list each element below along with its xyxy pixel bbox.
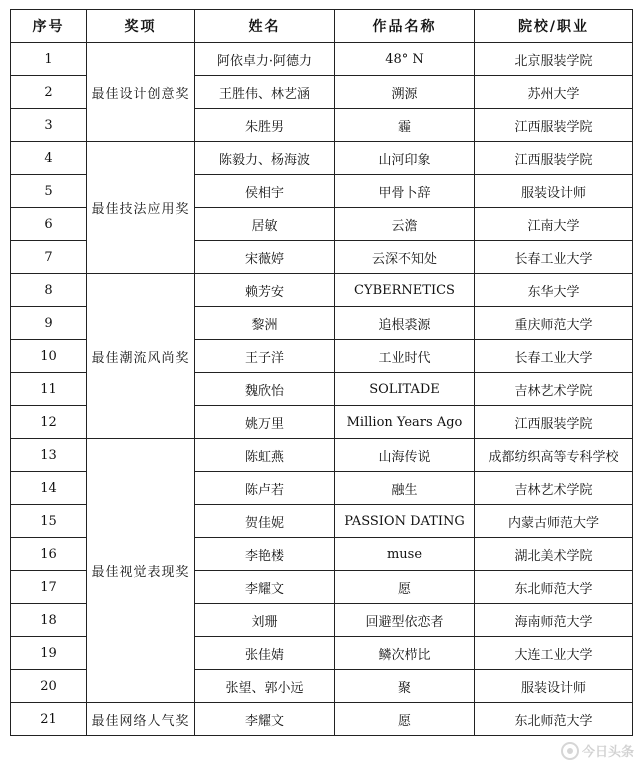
cell-number: 6	[11, 208, 87, 241]
header-name: 姓名	[195, 10, 335, 43]
cell-number: 16	[11, 538, 87, 571]
cell-name: 黎洲	[195, 307, 335, 340]
cell-school: 北京服装学院	[475, 43, 633, 76]
cell-number: 7	[11, 241, 87, 274]
cell-work: SOLITADE	[335, 373, 475, 406]
table-header	[11, 10, 633, 43]
watermark	[561, 741, 634, 760]
cell-name: 陈卢若	[195, 472, 335, 505]
cell-work: 融生	[335, 472, 475, 505]
cell-name: 陈毅力、杨海波	[195, 142, 335, 175]
cell-name: 朱胜男	[195, 109, 335, 142]
cell-work: CYBERNETICS	[335, 274, 475, 307]
cell-work: 山河印象	[335, 142, 475, 175]
cell-school: 长春工业大学	[475, 241, 633, 274]
cell-school: 江南大学	[475, 208, 633, 241]
cell-work: PASSION DATING	[335, 505, 475, 538]
cell-work: 山海传说	[335, 439, 475, 472]
cell-number: 18	[11, 604, 87, 637]
cell-school: 海南师范大学	[475, 604, 633, 637]
cell-work: 霾	[335, 109, 475, 142]
cell-name: 阿依卓力·阿德力	[195, 43, 335, 76]
cell-work: 云深不知处	[335, 241, 475, 274]
cell-name: 侯相宇	[195, 175, 335, 208]
table-row	[11, 439, 633, 472]
cell-school: 服装设计师	[475, 175, 633, 208]
cell-work: 愿	[335, 571, 475, 604]
cell-work: 溯源	[335, 76, 475, 109]
cell-name: 赖芳安	[195, 274, 335, 307]
cell-name: 姚万里	[195, 406, 335, 439]
cell-school: 大连工业大学	[475, 637, 633, 670]
cell-school: 东华大学	[475, 274, 633, 307]
cell-school: 江西服装学院	[475, 109, 633, 142]
header-work: 作品名称	[335, 10, 475, 43]
cell-number: 19	[11, 637, 87, 670]
cell-number: 13	[11, 439, 87, 472]
cell-work: 云澹	[335, 208, 475, 241]
cell-number: 17	[11, 571, 87, 604]
header-award: 奖项	[87, 10, 195, 43]
cell-school: 江西服装学院	[475, 406, 633, 439]
cell-name: 陈虹燕	[195, 439, 335, 472]
watermark-logo-icon	[561, 742, 579, 760]
header-school: 院校/职业	[475, 10, 633, 43]
cell-name: 刘珊	[195, 604, 335, 637]
cell-number: 21	[11, 703, 87, 736]
cell-work: Million Years Ago	[335, 406, 475, 439]
cell-school: 吉林艺术学院	[475, 472, 633, 505]
cell-name: 居敏	[195, 208, 335, 241]
cell-name: 魏欣怡	[195, 373, 335, 406]
cell-name: 王子洋	[195, 340, 335, 373]
cell-award: 最佳潮流风尚奖	[87, 274, 195, 439]
cell-school: 重庆师范大学	[475, 307, 633, 340]
cell-number: 4	[11, 142, 87, 175]
header-number: 序号	[11, 10, 87, 43]
table-row	[11, 703, 633, 736]
cell-number: 20	[11, 670, 87, 703]
cell-number: 11	[11, 373, 87, 406]
cell-number: 12	[11, 406, 87, 439]
cell-work: 回避型依恋者	[335, 604, 475, 637]
cell-school: 东北师范大学	[475, 571, 633, 604]
cell-number: 2	[11, 76, 87, 109]
cell-name: 贺佳妮	[195, 505, 335, 538]
cell-name: 李耀文	[195, 703, 335, 736]
watermark-text: 今日头条	[581, 745, 634, 760]
cell-work: 鳞次栉比	[335, 637, 475, 670]
cell-name: 王胜伟、林艺涵	[195, 76, 335, 109]
cell-school: 江西服装学院	[475, 142, 633, 175]
awards-table	[10, 9, 633, 736]
cell-number: 10	[11, 340, 87, 373]
table-row	[11, 274, 633, 307]
cell-work: muse	[335, 538, 475, 571]
cell-number: 9	[11, 307, 87, 340]
cell-number: 1	[11, 43, 87, 76]
cell-school: 东北师范大学	[475, 703, 633, 736]
header-row	[11, 10, 633, 43]
cell-name: 李艳楼	[195, 538, 335, 571]
cell-work: 愿	[335, 703, 475, 736]
cell-number: 15	[11, 505, 87, 538]
cell-number: 14	[11, 472, 87, 505]
cell-school: 服装设计师	[475, 670, 633, 703]
cell-award: 最佳设计创意奖	[87, 43, 195, 142]
table-body	[11, 43, 633, 736]
cell-name: 宋薇婷	[195, 241, 335, 274]
cell-number: 5	[11, 175, 87, 208]
cell-work: 追根裘源	[335, 307, 475, 340]
cell-name: 张望、郭小远	[195, 670, 335, 703]
cell-number: 8	[11, 274, 87, 307]
table-row	[11, 43, 633, 76]
cell-school: 吉林艺术学院	[475, 373, 633, 406]
cell-work: 甲骨卜辞	[335, 175, 475, 208]
cell-award: 最佳网络人气奖	[87, 703, 195, 736]
cell-name: 张佳婧	[195, 637, 335, 670]
cell-school: 苏州大学	[475, 76, 633, 109]
cell-work: 工业时代	[335, 340, 475, 373]
cell-work: 聚	[335, 670, 475, 703]
cell-name: 李耀文	[195, 571, 335, 604]
cell-school: 长春工业大学	[475, 340, 633, 373]
cell-number: 3	[11, 109, 87, 142]
cell-work: 48° N	[335, 43, 475, 76]
cell-school: 湖北美术学院	[475, 538, 633, 571]
cell-award: 最佳技法应用奖	[87, 142, 195, 274]
cell-school: 内蒙古师范大学	[475, 505, 633, 538]
table-row	[11, 142, 633, 175]
cell-award: 最佳视觉表现奖	[87, 439, 195, 703]
cell-school: 成都纺织高等专科学校	[475, 439, 633, 472]
